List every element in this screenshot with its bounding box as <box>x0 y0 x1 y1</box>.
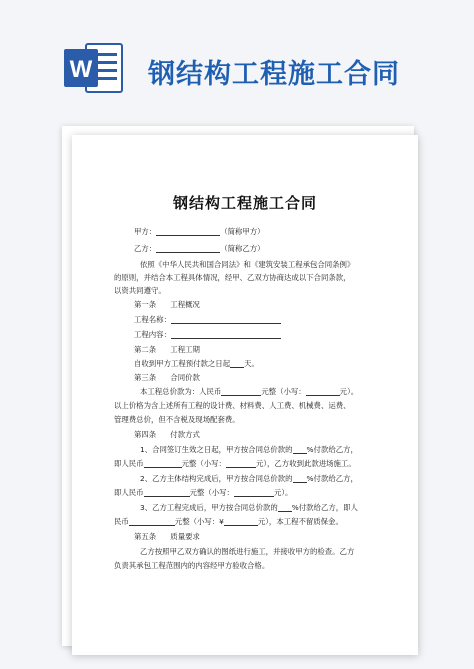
section-4-heading: 第四条 付款方式 <box>134 430 200 439</box>
quality-line: 负责其承包工程范围内的内容经甲方验收合格。 <box>114 561 270 570</box>
party-a-line: 甲方： （简称甲方） <box>134 227 265 236</box>
banner-title: 钢结构工程施工合同 <box>148 59 400 90</box>
price-detail-line: 管理费总价，但不含税及现场配套费。 <box>114 415 240 424</box>
duration-line: 自收到甲方工程预付款之日起 天。 <box>134 359 259 368</box>
payment-1-line: 1、合同签订生效之日起，甲方按合同总价款的 %付款给乙方， <box>140 445 358 454</box>
project-name-line: 工程名称： <box>134 315 398 324</box>
section-1-heading: 第一条 工程概况 <box>134 300 200 309</box>
intro-line: 以资共同遵守。 <box>114 286 166 295</box>
word-logo-letter: W <box>69 56 93 83</box>
payment-3-line: 3、乙方工程完成后，甲方按合同总价款的 %付款给乙方，即人 <box>140 503 358 512</box>
project-content-blank <box>171 330 281 339</box>
price-detail-line: 以上价格为含上述所有工程的设计费、材料费、人工费、机械费、运费、 <box>114 401 351 410</box>
section-5-heading: 第五条 质量要求 <box>134 532 200 541</box>
days-blank <box>230 359 244 368</box>
party-b-line: 乙方： （简称乙方） <box>134 244 265 253</box>
document-title: 钢结构工程施工合同 <box>172 194 317 212</box>
word-document-icon <box>62 40 124 96</box>
project-content-line: 工程内容： <box>134 330 398 339</box>
party-a-blank <box>156 227 220 236</box>
payment-2-amount-line: 即人民币 元整（小写： 元）。 <box>114 488 293 497</box>
payment-1-amount-line: 即人民币 元整（小写： 元），乙方收到此款进场施工。 <box>114 459 356 468</box>
section-2-heading: 第二条 工程工期 <box>134 345 200 354</box>
payment-3-amount-line: 民币 元整（小写：¥ 元），本工程不留质保金。 <box>114 517 343 526</box>
header-banner <box>0 0 474 130</box>
intro-line: 依照《中华人民共和国合同法》和《建筑安装工程承包合同条例》 <box>140 260 355 269</box>
party-b-blank <box>156 244 220 253</box>
project-name-blank <box>171 315 281 324</box>
section-3-heading: 第三条 合同价款 <box>134 373 200 382</box>
quality-line: 乙方按照甲乙双方确认的图纸进行施工，并接收甲方的检查。乙方 <box>140 547 355 556</box>
document-page <box>72 135 418 655</box>
intro-line: 的原则，并结合本工程具体情况，经甲、乙双方协商达成以下合同条款， <box>114 273 351 282</box>
total-price-line: 本工程总价款为：人民币 元整（小写： 元）。 <box>140 387 359 396</box>
payment-2-line: 2、乙方主体结构完成后，甲方按合同总价款的 %付款给乙方， <box>140 474 358 483</box>
